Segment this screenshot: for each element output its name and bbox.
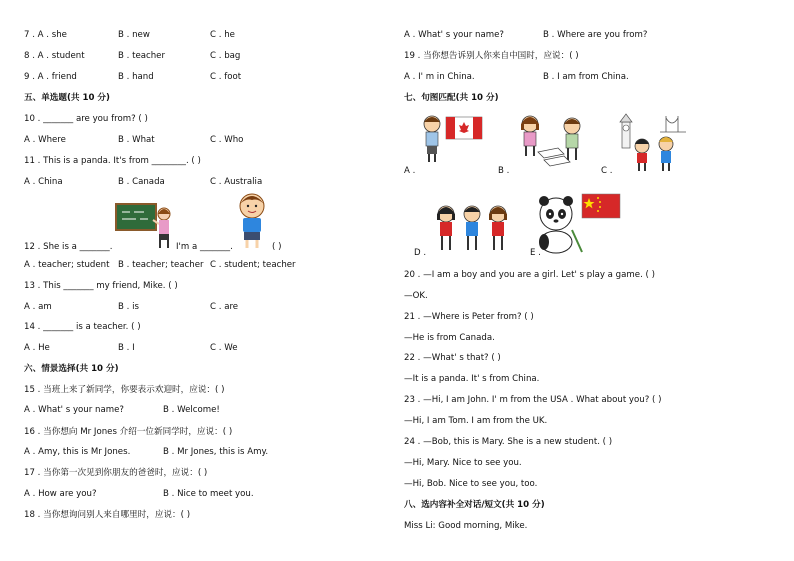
picture-c-boys-with-landmarks — [612, 112, 696, 172]
section-7-title: 七、句图匹配(共 10 分) — [404, 93, 499, 103]
q22-answer: —It is a panda. It' s from China. — [404, 374, 540, 384]
q16-option-a: A . Amy, this is Mr Jones. — [24, 447, 131, 457]
q12-stem-second: I'm a _______. — [176, 242, 233, 252]
q17-option-b: B . Nice to meet you. — [163, 489, 254, 499]
q24-answer-2: —Hi, Bob. Nice to see you, too. — [404, 479, 538, 489]
q19-option-a: A . I' m in China. — [404, 72, 475, 82]
q12-option-c: C . student; teacher — [210, 260, 296, 270]
q16-option-b: B . Mr Jones, this is Amy. — [163, 447, 269, 457]
q12-option-b: B . teacher; teacher — [118, 260, 204, 270]
q13-stem: 13 . This _______ my friend, Mike. ( ) — [24, 281, 178, 291]
q23-stem: 23 . —Hi, I am John. I' m from the USA . What about you? ( ) — [404, 395, 662, 405]
q7-option-c: C . he — [210, 30, 235, 40]
q22-stem: 22 . —What' s that? ( ) — [404, 353, 501, 363]
q11-option-c: C . Australia — [210, 177, 263, 187]
q11-option-b: B . Canada — [118, 177, 165, 187]
q19-option-b: B . I am from China. — [543, 72, 629, 82]
q17-stem: 17 . 当你第一次见到你朋友的爸爸时，应说：( ) — [24, 468, 208, 478]
q11-stem: 11 . This is a panda. It's from ________. ( ) — [24, 156, 201, 166]
q9-option-c: C . foot — [210, 72, 242, 82]
q15-stem: 15 . 当班上来了新同学，你要表示欢迎时，应说：( ) — [24, 385, 225, 395]
q15-option-a: A . What' s your name? — [24, 405, 124, 415]
q10-option-c: C . Who — [210, 135, 244, 145]
picture-e-label: E . — [530, 248, 541, 258]
dialogue-line-1: Miss Li: Good morning, Mike. — [404, 521, 528, 531]
q13-option-a: A . am — [24, 302, 52, 312]
q19-stem: 19 . 当你想告诉别人你来自中国时，应说：( ) — [404, 51, 579, 61]
q16-stem: 16 . 当你想向 Mr Jones 介绍一位新同学时，应说：( ) — [24, 427, 233, 437]
teacher-with-blackboard-illustration — [114, 202, 180, 250]
picture-b-label: B . — [498, 166, 510, 176]
q7-option-a: 7 . A . she — [24, 30, 67, 40]
q23-answer: —Hi, I am Tom. I am from the UK. — [404, 416, 548, 426]
q13-option-c: C . are — [210, 302, 239, 312]
q17-option-a: A . How are you? — [24, 489, 97, 499]
q12-answer-paren: ( ) — [272, 242, 282, 252]
section-5-title: 五、单选题(共 10 分) — [24, 93, 110, 103]
picture-e-panda-china-flag — [536, 192, 622, 254]
picture-a-boy-canada-flag — [420, 112, 486, 166]
boy-student-illustration — [232, 192, 272, 250]
q24-answer-1: —Hi, Mary. Nice to see you. — [404, 458, 522, 468]
q12-option-a: A . teacher; student — [24, 260, 110, 270]
picture-c-label: C . — [601, 166, 613, 176]
q7-option-b: B . new — [118, 30, 150, 40]
picture-d-three-children — [432, 200, 514, 256]
picture-a-label: A . — [404, 166, 416, 176]
q20-stem: 20 . —I am a boy and you are a girl. Let' s play a game. ( ) — [404, 270, 655, 280]
section-8-title: 八、选内容补全对话/短文(共 10 分) — [404, 500, 545, 510]
q8-option-a: 8 . A . student — [24, 51, 85, 61]
q9-option-b: B . hand — [118, 72, 154, 82]
q18-option-a: A . What' s your name? — [404, 30, 504, 40]
q20-answer: —OK. — [404, 291, 428, 301]
q18-option-b: B . Where are you from? — [543, 30, 648, 40]
picture-d-label: D . — [414, 248, 427, 258]
q14-option-b: B . I — [118, 343, 135, 353]
q13-option-b: B . is — [118, 302, 139, 312]
q8-option-c: C . bag — [210, 51, 241, 61]
q18-stem: 18 . 当你想询问别人来自哪里时，应说：( ) — [24, 510, 191, 520]
q21-answer: —He is from Canada. — [404, 333, 495, 343]
q11-option-a: A . China — [24, 177, 63, 187]
q21-stem: 21 . —Where is Peter from? ( ) — [404, 312, 534, 322]
q10-stem: 10 . _______ are you from? ( ) — [24, 114, 148, 124]
q14-stem: 14 . _______ is a teacher. ( ) — [24, 322, 141, 332]
q24-stem: 24 . —Bob, this is Mary. She is a new student. ( ) — [404, 437, 613, 447]
q10-option-b: B . What — [118, 135, 155, 145]
q9-option-a: 9 . A . friend — [24, 72, 77, 82]
q12-stem: 12 . She is a _______. — [24, 242, 113, 252]
q15-option-b: B . Welcome! — [163, 405, 220, 415]
q8-option-b: B . teacher — [118, 51, 166, 61]
picture-b-children-hopscotch — [512, 112, 592, 172]
q10-option-a: A . Where — [24, 135, 66, 145]
section-6-title: 六、情景选择(共 10 分) — [24, 364, 119, 374]
q14-option-a: A . He — [24, 343, 50, 353]
q14-option-c: C . We — [210, 343, 238, 353]
